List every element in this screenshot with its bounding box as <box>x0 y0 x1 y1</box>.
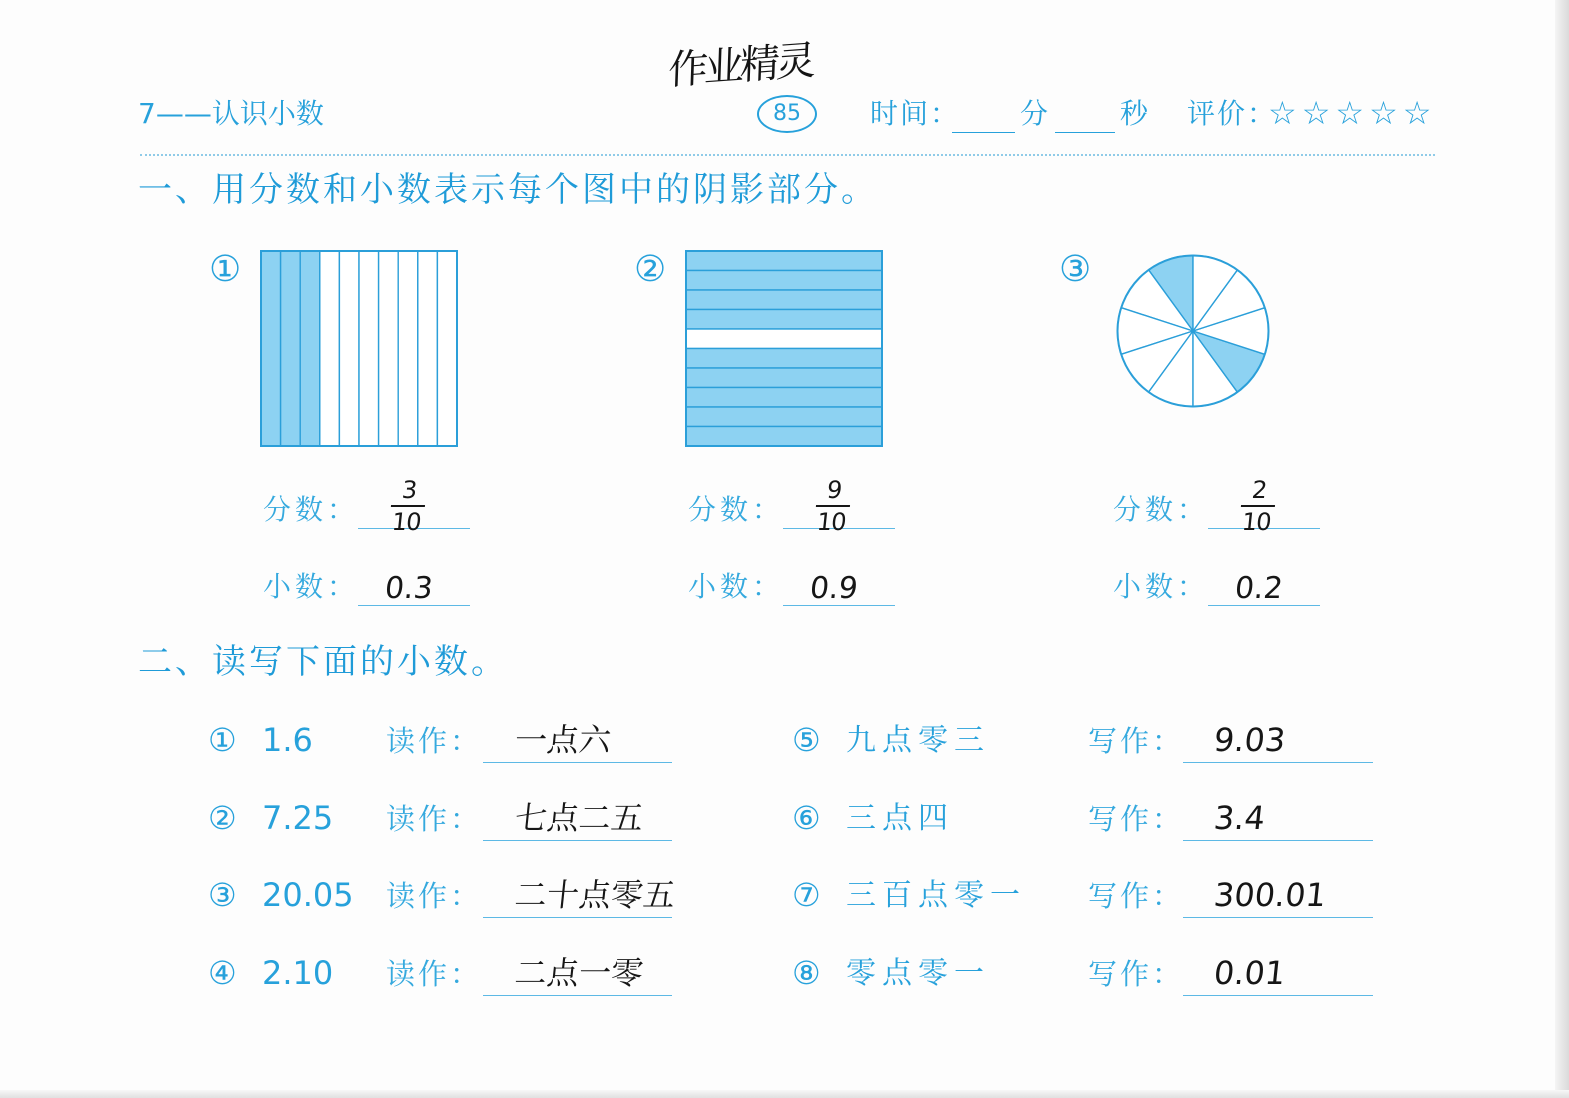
decimal-answer: 0.2 <box>1233 571 1285 606</box>
decimal-answer: 0.3 <box>383 571 435 606</box>
read-label: 读作： <box>386 724 483 758</box>
minutes-blank <box>952 132 1015 133</box>
write-answer-line <box>1183 840 1373 841</box>
decimal-number: 7.25 <box>262 799 334 837</box>
write-answer: 0.01 <box>1212 954 1288 992</box>
read-answer-line <box>483 840 672 841</box>
rating-stars: ☆☆☆☆☆ <box>1268 94 1437 132</box>
write-answer-line <box>1183 762 1373 763</box>
read-answer: 七点二五 <box>513 799 646 837</box>
item-marker: ② <box>208 799 237 837</box>
read-label: 读作： <box>386 879 483 913</box>
fraction-numerator: 2 <box>1250 476 1269 504</box>
shaded-part <box>300 251 320 446</box>
section-1-title: 一、用分数和小数表示每个图中的阴影部分。 <box>138 170 878 210</box>
fraction-denominator: 10 <box>1240 508 1273 536</box>
write-answer: 3.4 <box>1212 799 1267 837</box>
write-answer-line <box>1183 995 1373 996</box>
unshaded-part <box>686 329 882 349</box>
read-answer: 一点六 <box>513 721 614 759</box>
figure-vertical-strips <box>260 250 458 447</box>
shaded-part <box>261 251 281 446</box>
decimal-in-words: 零点零一 <box>846 956 990 991</box>
decimal-number: 2.10 <box>262 954 334 992</box>
fraction-numerator: 9 <box>825 476 844 504</box>
decimal-number: 1.6 <box>262 721 313 759</box>
write-label: 写作： <box>1088 957 1185 991</box>
fraction-denominator: 10 <box>815 508 848 536</box>
shaded-part <box>686 349 882 369</box>
unshaded-part <box>339 251 359 446</box>
fraction-denominator: 10 <box>390 508 423 536</box>
fraction-bar <box>816 505 850 507</box>
exercise-2 <box>630 240 1030 640</box>
scan-edge-bottom <box>0 1090 1569 1098</box>
exercise-marker: ③ <box>1059 249 1092 290</box>
scan-edge-right <box>1555 0 1569 1098</box>
fraction-label: 分数： <box>1113 493 1210 526</box>
decimal-answer: 0.9 <box>808 571 860 606</box>
shaded-part <box>686 310 882 330</box>
read-write-row-4 <box>0 953 1569 1003</box>
item-marker: ⑧ <box>792 954 821 992</box>
write-label: 写作： <box>1088 724 1185 758</box>
figure-horizontal-strips <box>685 250 883 447</box>
fraction-numerator: 3 <box>400 476 419 504</box>
handwritten-stamp: 作业精灵 <box>667 37 813 95</box>
exercise-1 <box>205 240 605 640</box>
unshaded-part <box>359 251 379 446</box>
write-label: 写作： <box>1088 879 1185 913</box>
item-marker: ④ <box>208 954 237 992</box>
page-number: 85 <box>757 95 817 133</box>
fraction-bar <box>391 505 425 507</box>
shaded-part <box>686 368 882 388</box>
section-2-title: 二、读写下面的小数。 <box>138 642 508 682</box>
decimal-number: 20.05 <box>262 876 354 914</box>
read-answer: 二十点零五 <box>513 876 678 914</box>
header-divider <box>140 154 1435 156</box>
unit-title: 7——认识小数 <box>138 97 324 130</box>
read-answer-line <box>483 762 672 763</box>
rating-label: 评价： <box>1187 97 1278 130</box>
item-marker: ③ <box>208 876 237 914</box>
shaded-part <box>686 407 882 427</box>
fraction-answer <box>1225 476 1291 535</box>
figure-circle-sectors <box>1116 254 1270 408</box>
unshaded-part <box>398 251 418 446</box>
exercise-3 <box>1055 240 1455 640</box>
shaded-part <box>281 251 301 446</box>
read-answer: 二点一零 <box>513 954 646 992</box>
shaded-part <box>686 251 882 271</box>
shaded-part <box>686 271 882 291</box>
decimal-label: 小数： <box>263 570 360 603</box>
write-answer: 9.03 <box>1212 721 1288 759</box>
time-label: 时间： <box>870 97 961 130</box>
read-label: 读作： <box>386 957 483 991</box>
decimal-in-words: 九点零三 <box>846 723 990 758</box>
item-marker: ⑤ <box>792 721 821 759</box>
item-marker: ⑥ <box>792 799 821 837</box>
shaded-part <box>686 290 882 310</box>
unshaded-part <box>437 251 457 446</box>
write-answer: 300.01 <box>1212 876 1328 914</box>
decimal-label: 小数： <box>688 570 785 603</box>
unshaded-part <box>418 251 438 446</box>
write-answer-line <box>1183 917 1373 918</box>
shaded-part <box>686 388 882 408</box>
second-label: 秒 <box>1120 97 1149 130</box>
fraction-answer <box>375 476 441 535</box>
seconds-blank <box>1055 132 1115 133</box>
minute-label: 分 <box>1020 97 1049 130</box>
fraction-bar <box>1241 505 1275 507</box>
decimal-label: 小数： <box>1113 570 1210 603</box>
unshaded-part <box>320 251 340 446</box>
fraction-label: 分数： <box>263 493 360 526</box>
decimal-in-words: 三点四 <box>846 801 954 836</box>
read-answer-line <box>483 917 672 918</box>
item-marker: ⑦ <box>792 876 821 914</box>
write-label: 写作： <box>1088 802 1185 836</box>
read-label: 读作： <box>386 802 483 836</box>
read-write-row-3 <box>0 875 1569 925</box>
item-marker: ① <box>208 721 237 759</box>
shaded-part <box>686 427 882 447</box>
read-answer-line <box>483 995 672 996</box>
fraction-answer <box>800 476 866 535</box>
read-write-row-2 <box>0 798 1569 848</box>
exercise-marker: ② <box>634 249 667 290</box>
unshaded-part <box>379 251 399 446</box>
fraction-label: 分数： <box>688 493 785 526</box>
decimal-in-words: 三百点零一 <box>846 878 1026 913</box>
read-write-row-1 <box>0 720 1569 770</box>
exercise-marker: ① <box>209 249 242 290</box>
